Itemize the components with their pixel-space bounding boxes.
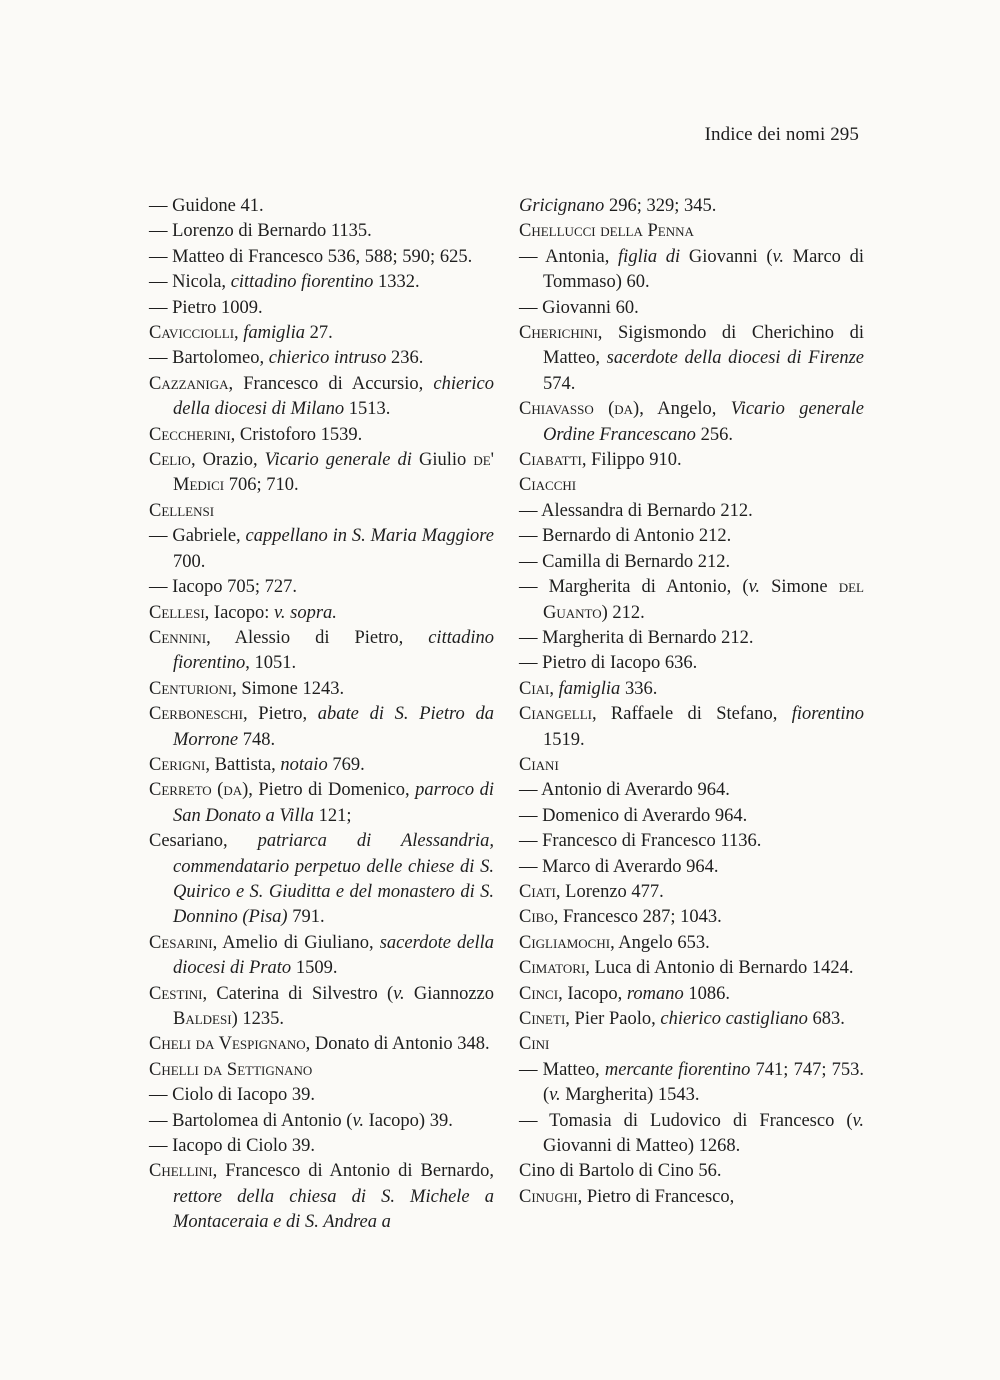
index-entry-segment: Cesariano, <box>149 831 258 852</box>
index-entry <box>519 448 864 473</box>
index-entry-segment: — Ciolo di Iacopo 39. <box>149 1085 315 1106</box>
index-entry-segment: , Donato di Antonio 348. <box>305 1034 490 1055</box>
index-entry <box>149 321 494 346</box>
index-entry <box>149 1109 494 1134</box>
index-entry-segment: Cibo <box>519 907 554 928</box>
index-entry <box>519 1007 864 1032</box>
index-entry-segment: 27. <box>304 323 333 344</box>
index-entry <box>149 346 494 371</box>
index-entry <box>519 1159 864 1184</box>
index-entry <box>149 702 494 753</box>
index-entry-segment: Cesarini <box>149 932 213 953</box>
index-entry-segment: Cerboneschi <box>149 704 243 725</box>
index-column-left <box>149 194 494 1236</box>
index-entry <box>519 778 864 803</box>
index-entry <box>149 296 494 321</box>
index-entry-segment: , 1051. <box>245 653 297 674</box>
index-entry-segment: , Orazio, <box>190 450 265 471</box>
index-entry <box>519 626 864 651</box>
index-entry-segment: , Iacopo: <box>204 602 275 623</box>
index-entry-segment: 574. <box>543 373 576 394</box>
index-entry <box>149 575 494 600</box>
index-entry <box>149 448 494 499</box>
index-entry-segment: — Tomasia di Ludovico di Francesco ( <box>519 1110 853 1131</box>
index-entry <box>519 702 864 753</box>
index-entry-segment: sacerdote della diocesi di Prato <box>173 932 494 979</box>
index-entry-segment: — Gabriele, <box>149 526 246 547</box>
index-entry-segment: , Filippo 910. <box>581 450 682 471</box>
index-entry <box>149 601 494 626</box>
index-entry-segment: v. <box>352 1110 364 1131</box>
index-entry <box>149 931 494 982</box>
index-entry-segment: Simone <box>760 577 839 598</box>
index-entry-segment: v. sopra. <box>274 602 337 623</box>
index-entry <box>519 194 864 219</box>
index-entry-segment: figlia di <box>618 246 681 267</box>
index-entry <box>519 1109 864 1160</box>
index-entry-segment: Giovanni ( <box>680 246 773 267</box>
index-entry-segment: — Antonia, <box>519 246 619 267</box>
index-entry-segment: Giovanni di Matteo) 1268. <box>543 1136 741 1157</box>
index-entry-segment: 336. <box>620 678 658 699</box>
index-entry-segment: — Giovanni 60. <box>519 297 639 318</box>
index-entry-segment: Ciani <box>519 754 559 775</box>
index-entry-segment: , Battista, <box>205 754 281 775</box>
index-entry-segment: — Guidone 41. <box>149 196 264 216</box>
index-entry-segment: Ciai <box>519 678 550 699</box>
index-entry-segment: — Matteo, <box>519 1059 605 1080</box>
index-entry-segment: , <box>234 323 244 344</box>
index-entry-segment: chierico intruso <box>268 348 387 369</box>
index-entry <box>519 677 864 702</box>
index-entry-segment: 683. <box>807 1009 845 1029</box>
index-entry <box>149 753 494 778</box>
index-entry-segment: Cimatori <box>519 958 586 979</box>
index-entry <box>519 219 864 244</box>
index-entry-segment: Cerigni <box>149 754 206 775</box>
index-entry-segment: famiglia <box>243 323 305 344</box>
index-entry-segment: , Angelo, <box>639 399 731 420</box>
index-entry <box>519 575 864 626</box>
index-entry-segment: — Bartolomeo, <box>149 348 269 369</box>
index-entry-segment: 700. <box>173 551 206 572</box>
index-entry <box>149 1159 494 1235</box>
index-entry <box>519 524 864 549</box>
index-entry-segment: , Lorenzo 477. <box>555 881 664 902</box>
index-entry-segment: Cheli da Vespignano <box>149 1034 306 1055</box>
index-entry-segment: Cestini <box>149 983 203 1004</box>
index-entry <box>519 651 864 676</box>
index-entry-segment: 791. <box>287 907 325 928</box>
index-entry <box>519 804 864 829</box>
index-entry-segment: , Francesco di Antonio di Bernardo, <box>212 1161 494 1182</box>
index-entry-segment: v. <box>393 983 405 1004</box>
index-entry-segment: — Antonio di Averardo 964. <box>519 780 730 801</box>
index-entry-segment: Cerreto (da) <box>149 780 249 801</box>
index-entry-segment: chierico della diocesi di Milano <box>173 373 494 420</box>
running-header <box>705 124 859 146</box>
index-entry-segment: , Sigismondo di Cherichino di Matteo, <box>543 323 864 369</box>
index-entry <box>149 1032 494 1057</box>
index-entry-segment: parroco di San Donato a Villa <box>173 780 494 826</box>
index-entry-segment: ) 1235. <box>231 1009 284 1029</box>
index-entry-segment: — Francesco di Francesco 1136. <box>519 831 762 852</box>
index-entry-segment: Chiavasso (da) <box>519 399 640 420</box>
index-entry-segment: , Francesco di Accursio, <box>228 373 434 394</box>
index-entry <box>149 829 494 931</box>
index-entry-segment: , Caterina di Silvestro ( <box>202 983 394 1004</box>
index-entry-segment: Cellensi <box>149 500 215 521</box>
index-entry-segment: Giannozzo <box>404 983 494 1004</box>
index-entry-segment: notaio <box>280 754 328 775</box>
index-entry-segment: — Matteo di Francesco 536, 588; 590; 625. <box>149 246 473 267</box>
index-entry-segment: patriarca di Alessandria, commendatario perpetuo delle chiese di S. Quirico e S. Giuditta e del monastero di S. Donnino (Pisa) <box>173 831 494 928</box>
index-entry-segment: Cazzaniga <box>149 373 229 394</box>
index-entry-segment: — Camilla di Bernardo 212. <box>519 551 731 572</box>
index-entry-segment: , Luca di Antonio di Bernardo 1424. <box>585 958 854 979</box>
index-entry <box>519 1185 864 1210</box>
index-entry-segment: — Margherita di Bernardo 212. <box>519 627 754 648</box>
index-entry-segment: — Marco di Averardo 964. <box>519 856 719 877</box>
index-entry-segment: Cellesi <box>149 602 205 623</box>
index-entry <box>519 499 864 524</box>
index-entry-segment: 1332. <box>373 272 420 293</box>
index-entry <box>149 194 494 219</box>
index-entry-segment: Cigliamochi <box>519 932 611 953</box>
index-entry-segment: Chelli da Settignano <box>149 1059 313 1080</box>
index-entry-segment: 236. <box>386 348 424 369</box>
index-entry <box>519 982 864 1007</box>
index-entry-segment: Centurioni <box>149 678 233 699</box>
index-entry-segment: Ciangelli <box>519 704 592 725</box>
index-entry-segment: , Francesco 287; 1043. <box>553 907 722 928</box>
index-entry-segment: Ceccherini <box>149 424 231 445</box>
index-entry <box>519 855 864 880</box>
index-entry-segment: Baldesi <box>173 1009 232 1029</box>
index-entry-segment: — Margherita di Antonio, ( <box>519 577 749 598</box>
index-entry-segment: cappellano in S. Maria Maggiore <box>245 526 494 547</box>
index-entry-segment: , Pietro di Francesco, <box>577 1186 735 1207</box>
index-entry-segment: cittadino fiorentino <box>230 272 374 293</box>
index-entry-segment: 706; 710. <box>224 475 299 496</box>
index-entry <box>149 1058 494 1083</box>
index-entry-segment: fiorentino <box>791 704 864 725</box>
index-entry-segment: v. <box>549 1085 561 1106</box>
index-entry <box>149 270 494 295</box>
index-entry-segment: , Simone 1243. <box>232 678 345 699</box>
index-entry-segment: , Amelio di Giuliano, <box>212 932 380 953</box>
index-entry <box>519 397 864 448</box>
index-entry <box>519 473 864 498</box>
index-entry-segment: , Pietro di Domenico, <box>248 780 416 801</box>
index-entry <box>519 931 864 956</box>
index-entry-segment: 1509. <box>291 958 338 979</box>
index-entry-segment: v. <box>772 246 784 267</box>
index-entry-segment: , Pietro, <box>242 704 318 725</box>
index-entry-segment: Giulio <box>411 450 474 471</box>
index-entry-segment: 1086. <box>683 983 731 1004</box>
index-entry <box>149 524 494 575</box>
index-entry-segment: — Alessandra di Bernardo 212. <box>519 500 753 521</box>
index-entry-segment: Iacopo) 39. <box>363 1110 453 1131</box>
index-entry-segment: Chellini <box>149 1161 213 1182</box>
index-entry <box>149 1083 494 1108</box>
index-entry-segment: Chellucci della Penna <box>519 221 694 242</box>
index-entry-segment: Cini <box>519 1034 550 1055</box>
index-entry <box>519 550 864 575</box>
index-entry <box>519 321 864 397</box>
index-entry <box>519 296 864 321</box>
index-entry-segment: Margherita) 1543. <box>560 1085 700 1106</box>
index-entry-segment: Ciati <box>519 881 556 902</box>
index-entry-segment: v. <box>852 1110 864 1131</box>
index-entry-segment: Vicario generale di <box>264 450 412 471</box>
running-title: Indice dei nomi <box>704 124 826 145</box>
index-entry-segment: cittadino fiorentino <box>173 627 494 674</box>
index-entry-segment: abate di S. Pietro da Morrone <box>173 704 494 750</box>
index-entry <box>149 245 494 270</box>
index-entry-segment: — Bernardo di Antonio 212. <box>519 526 732 547</box>
index-entry-segment: — Lorenzo di Bernardo 1135. <box>149 221 372 242</box>
index-entry-segment: 769. <box>327 754 365 775</box>
index-entry <box>519 1058 864 1109</box>
index-entry <box>149 1134 494 1159</box>
index-entry-segment: — Domenico di Averardo 964. <box>519 805 748 826</box>
index-entry-segment: Vicario generale Ordine Francescano <box>543 399 864 445</box>
index-entry-segment: — Bartolomea di Antonio ( <box>149 1110 353 1131</box>
index-entry-segment: Cineti <box>519 1009 566 1029</box>
index-entry-segment: 1519. <box>543 729 585 750</box>
index-entry-segment: famiglia <box>558 678 621 699</box>
index-entry-segment: — Iacopo di Ciolo 39. <box>149 1136 315 1157</box>
index-entry-segment: Cennini <box>149 627 207 648</box>
index-entry <box>149 626 494 677</box>
index-entry-segment: del Guanto <box>543 577 864 623</box>
index-entry-segment: Cavicciolli <box>149 323 235 344</box>
index-entry-segment: — Iacopo 705; 727. <box>149 577 297 598</box>
index-entry <box>519 1032 864 1057</box>
index-entry-segment: rettore della chiesa di S. Michele a Montaceraia e di S. Andrea a <box>173 1186 494 1233</box>
index-entry-segment: — Pietro 1009. <box>149 297 263 318</box>
index-entry <box>519 880 864 905</box>
index-entry-segment: , Angelo 653. <box>610 932 710 953</box>
index-entry <box>519 245 864 296</box>
index-entry-segment: , Raffaele di Stefano, <box>592 704 792 725</box>
index-entry-segment: Gricignano <box>519 196 605 216</box>
page-number: 295 <box>830 124 859 145</box>
index-entry-segment: 121; <box>313 805 352 826</box>
index-entry-segment: — Nicola, <box>149 272 231 293</box>
index-entry-segment: 748. <box>238 729 276 750</box>
index-entry-segment: 741; 747; 753. ( <box>543 1059 864 1106</box>
index-entry <box>519 753 864 778</box>
index-entry-segment: romano <box>626 983 684 1004</box>
index-entry-segment: Marco di Tommaso) 60. <box>543 246 864 293</box>
index-entry <box>149 499 494 524</box>
index-entry-segment: Celio <box>149 450 191 471</box>
index-column-right <box>519 194 864 1210</box>
index-entry-segment: chierico castigliano <box>660 1009 808 1029</box>
index-entry <box>149 372 494 423</box>
index-entry-segment: , Iacopo, <box>558 983 627 1004</box>
index-entry-segment: v. <box>748 577 760 598</box>
index-entry-segment: Cherichini <box>519 323 598 344</box>
index-entry-segment: Cino di Bartolo di Cino 56. <box>519 1161 722 1182</box>
index-entry <box>149 219 494 244</box>
index-entry <box>519 956 864 981</box>
index-entry-segment: mercante fiorentino <box>604 1059 751 1080</box>
index-entry <box>149 778 494 829</box>
index-entry-segment: , Alessio di Pietro, <box>206 627 429 648</box>
index-entry-segment: 256. <box>695 424 733 445</box>
index-entry-segment: , Pier Paolo, <box>565 1009 661 1029</box>
index-entry <box>149 423 494 448</box>
index-entry-segment: Cinci <box>519 983 559 1004</box>
index-entry-segment: Ciabatti <box>519 450 582 471</box>
index-entry <box>519 829 864 854</box>
index-entry <box>149 982 494 1033</box>
index-entry-segment: sacerdote della diocesi di Firenze <box>606 348 864 369</box>
index-entry-segment: ) 212. <box>601 602 645 623</box>
index-entry-segment: — Pietro di Iacopo 636. <box>519 653 698 674</box>
index-entry-segment: 296; 329; 345. <box>604 196 717 216</box>
index-entry <box>149 677 494 702</box>
index-entry-segment: Ciacchi <box>519 475 577 496</box>
index-entry <box>519 905 864 930</box>
index-entry-segment: , <box>549 678 559 699</box>
index-entry-segment: Cinughi <box>519 1186 578 1207</box>
index-entry-segment: , Cristoforo 1539. <box>230 424 363 445</box>
index-entry-segment: de' Medici <box>173 450 494 496</box>
index-entry-segment: 1513. <box>344 399 391 420</box>
